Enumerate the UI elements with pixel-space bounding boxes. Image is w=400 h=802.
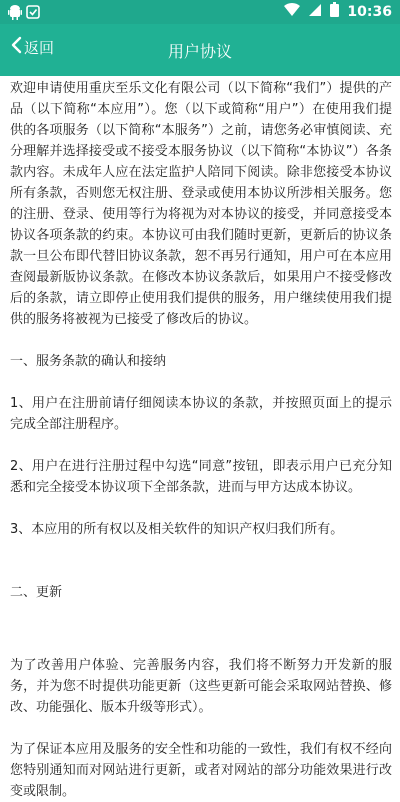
section1-item3: 3、本应用的所有权以及相关软件的知识产权归我们所有。 xyxy=(10,522,344,537)
section1-heading: 一、服务条款的确认和接纳 xyxy=(10,354,167,369)
app-bar xyxy=(0,24,400,76)
spacer xyxy=(10,540,392,582)
wifi-icon xyxy=(284,3,300,21)
spacer xyxy=(10,435,392,456)
signal-icon xyxy=(308,3,322,21)
agreement-content[interactable] xyxy=(0,76,400,799)
section2-heading: 二、更新 xyxy=(10,585,63,600)
spacer xyxy=(10,498,392,519)
status-time: 10:36 xyxy=(347,3,392,20)
spacer xyxy=(10,372,392,393)
section2-paragraph1: 为了改善用户体验、完善服务内容，我们将不断努力开发新的服务，并为您不时提供功能更新（这些更新可能会采取网站替换、修改、功能强化、版本升级等形式）。 xyxy=(10,658,392,715)
battery-icon xyxy=(330,2,339,21)
section1-item2: 2、用户在进行注册过程中勾选“同意”按钮，即表示用户已充分知悉和完全接受本协议项下全部条款，进而与甲方达成本协议。 xyxy=(10,459,392,495)
section1-item1: 1、用户在注册前请仔细阅读本协议的条款，并按照页面上的提示完成全部注册程序。 xyxy=(10,396,392,432)
intro-paragraph: 欢迎申请使用重庆至乐文化有限公司（以下简称“我们”）提供的产品（以下简称“本应用”）。您（以下或简称“用户”）在使用我们提供的各项服务（以下简称“本服务”）之前，请您务必审慎阅读、充分理解并选择接受或不接受本服务协议（以下简称“本协议”）各条款内容。未成年人应在法定监护人陪同下阅读。除非您接受本协议所有条款，否则您无权注册、登录或使用本协议所涉相关服务。您的注册、登录、使用等行为将视为对本协议的接受，并同意接受本协议各项条款的约束。本协议可由我们随时更新，更新后的协议条款一旦公布即代替旧协议条款，恕不再另行通知，用户可在本应用查阅最新版协议条款。在修改本协议条款后，如果用户不接受修改后的条款，请立即停止使用我们提供的服务，用户继续使用我们提供的服务将被视为已接受了修改后的协议。 xyxy=(10,81,392,327)
page-title: 用户协议 xyxy=(167,42,232,61)
back-label: 返回 xyxy=(24,38,55,57)
status-bar xyxy=(0,0,400,24)
notification-icon xyxy=(26,4,40,24)
status-right-icons xyxy=(284,2,392,21)
spacer xyxy=(10,603,392,655)
spacer xyxy=(10,330,392,351)
android-icon xyxy=(8,4,22,24)
section2-paragraph2: 为了保证本应用及服务的安全性和功能的一致性，我们有权不经向您特别通知而对网站进行更新，或者对网站的部分功能效果进行改变或限制。 xyxy=(10,742,392,799)
status-left-icons xyxy=(8,4,40,24)
spacer xyxy=(10,718,392,739)
